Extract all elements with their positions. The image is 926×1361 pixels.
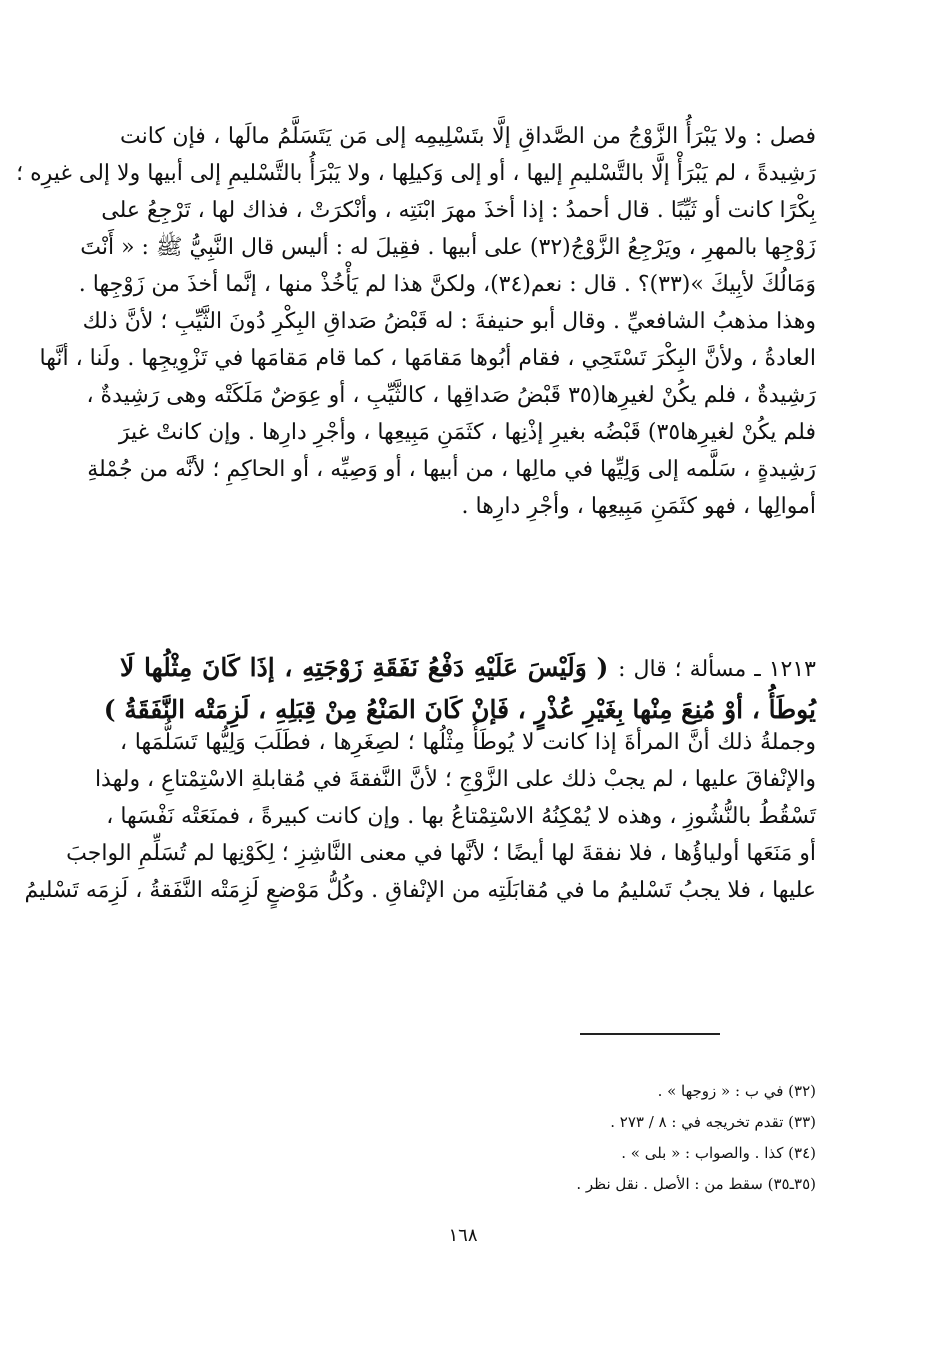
paragraph-explanation bbox=[24, 724, 816, 909]
text-line: فلم يكُنْ لغيرِها٣٥) قَبْضُه بغيرِ إذْنِها ، كثَمَنِ مَبِيعِها ، وأجْرِ دارِها . وإن كانتْ غيرَ bbox=[118, 420, 816, 445]
text-line: زَوْجِها بالمهرِ ، ويَرْجِعُ الزَّوْجُ(٣٢) على أبيها . فقِيلَ له : أليس قال النَّبِيُّ ﷺ : « أَنْتَ bbox=[80, 235, 816, 260]
text-line: العادةُ ، ولأنَّ البِكْرَ تَسْتَحِي ، فقام أبُوها مَقامَها ، كما قام مَقامَها في تَزْوِيجِها . ولَنا ، أنَّها bbox=[39, 346, 816, 371]
footnote: (٣٤) كذا . والصواب : « بلى » . bbox=[621, 1144, 816, 1162]
text-line: رَشِيدةٌ ، فلم يكُنْ لغيرِها(٣٥ قَبْضُ صَداقِها ، كالثَّيِّبِ ، أو عِوَضٌ مَلَكَتْه وهى رَشِيدةٌ ، bbox=[86, 383, 816, 408]
footnotes bbox=[396, 1076, 816, 1200]
masala-heading bbox=[103, 648, 816, 730]
text-line: وجملةُ ذلك أنَّ المرأةَ إذا كانت لا يُوطَأُ مِثْلُها ؛ لصِغَرِها ، فطَلَبَ وَلِيُّها تَسَلُّمَها ، bbox=[120, 730, 816, 755]
footnote: (٣٣) تقدم تخريجه في : ٨ / ٢٧٣ . bbox=[610, 1113, 816, 1131]
masala-number: ١٢١٣ ـ مسألة ؛ قال : bbox=[618, 657, 816, 682]
text-line: تَسْقُطُ بالنُّشُوزِ ، وهذه لا يُمْكِنُهُ الاسْتِمْتاعُ بها . وإن كانت كبيرةً ، فمنَعَتْه نَفْسَها ، bbox=[106, 804, 816, 829]
text-line: بِكْرًا كانت أو ثَيِّبًا . قال أحمدُ : إذا أخذَ مهرَ ابْنَتِه ، وأنْكرَتْ ، فذاك لها ، تَرْجِعُ على bbox=[101, 198, 816, 223]
text-line: رَشِيدةٍ ، سَلَّمه إلى وَلِيِّها في مالِها ، من أبيها ، أو وَصِيِّه ، أو الحاكِمِ ؛ لأنَّه من جُمْلةِ bbox=[87, 457, 816, 482]
footnote-divider bbox=[580, 1033, 720, 1035]
paragraph-fasl bbox=[16, 118, 816, 525]
text-line: فصل : ولا يَبْرَأُ الزَّوْجُ من الصَّداقِ إلَّا بتَسْلِيمِه إلى مَن يَتَسَلَّمُ مالَها ، فإن كانت bbox=[120, 124, 816, 149]
masala-line-2: يُوطَأُ ، أوْ مُنِعَ مِنْها بِغَيْرِ عُذْرٍ ، فَإنْ كَانَ المَنْعُ مِنْ قِبَلِهِ ، لَزِمَتْه النَّفَقَةُ ) bbox=[103, 695, 816, 724]
masala-line-1 bbox=[120, 648, 816, 690]
text-line: عليها ، فلا يجبُ تَسْليمُ ما في مُقابَلَتِه من الإنْفاقِ . وكُلُّ مَوْضعٍ لَزِمَتْه النَّفَقةُ ، لَزِمَه تَسْليمُ bbox=[24, 878, 816, 903]
text-line: وهذا مذهبُ الشافعيِّ . وقال أبو حنيفةَ : له قَبْضُ صَداقِ البِكْرِ دُونَ الثَّيِّبِ ؛ لأنَّ ذلك bbox=[82, 309, 816, 334]
footnote: (٣٢) في ب : « زوجها » . bbox=[657, 1082, 816, 1100]
text-line: أموالِها ، فهو كثَمَنِ مَبِيعِها ، وأجْرِ دارِها . bbox=[461, 494, 816, 519]
text-line: أو مَنَعَها أولياؤُها ، فلا نفقةَ لها أيضًا ؛ لأنَّها في معنى النَّاشِزِ ؛ لِكَوْنِها لم تُسَلِّمِ الواجبَ bbox=[66, 841, 816, 866]
text-line: وَمَالُكَ لأبِيكَ »(٣٣)؟ . قال : نعم(٣٤)، ولكنَّ هذا لم يَأْخُذْ منها ، إنَّما أخذَ من زَوْجِها . bbox=[78, 272, 816, 297]
masala-text: ( وَلَيْسَ عَلَيْهِ دَفْعُ نَفَقَةِ زَوْجَتِهِ ، إذَا كَانَ مِثْلُها لَا bbox=[120, 653, 619, 682]
text-line: والإنْفاقَ عليها ، لم يجبْ ذلك على الزَّوْجِ ؛ لأنَّ النَّفقةَ في مُقابلةِ الاسْتِمْتاعِ ، ولهذا bbox=[94, 767, 816, 792]
text-line: رَشِيدةً ، لم يَبْرَأْ إلَّا بالتَّسْليمِ إليها ، أو إلى وَكيلِها ، ولا يَبْرَأُ بالتَّسْليمِ إلى أبيها ولا إلى غيرِه ؛ bbox=[16, 161, 816, 186]
footnote: (٣٥ـ٣٥) سقط من : الأصل . نقل نظر . bbox=[576, 1175, 816, 1193]
page-number: ١٦٨ bbox=[448, 1225, 478, 1246]
